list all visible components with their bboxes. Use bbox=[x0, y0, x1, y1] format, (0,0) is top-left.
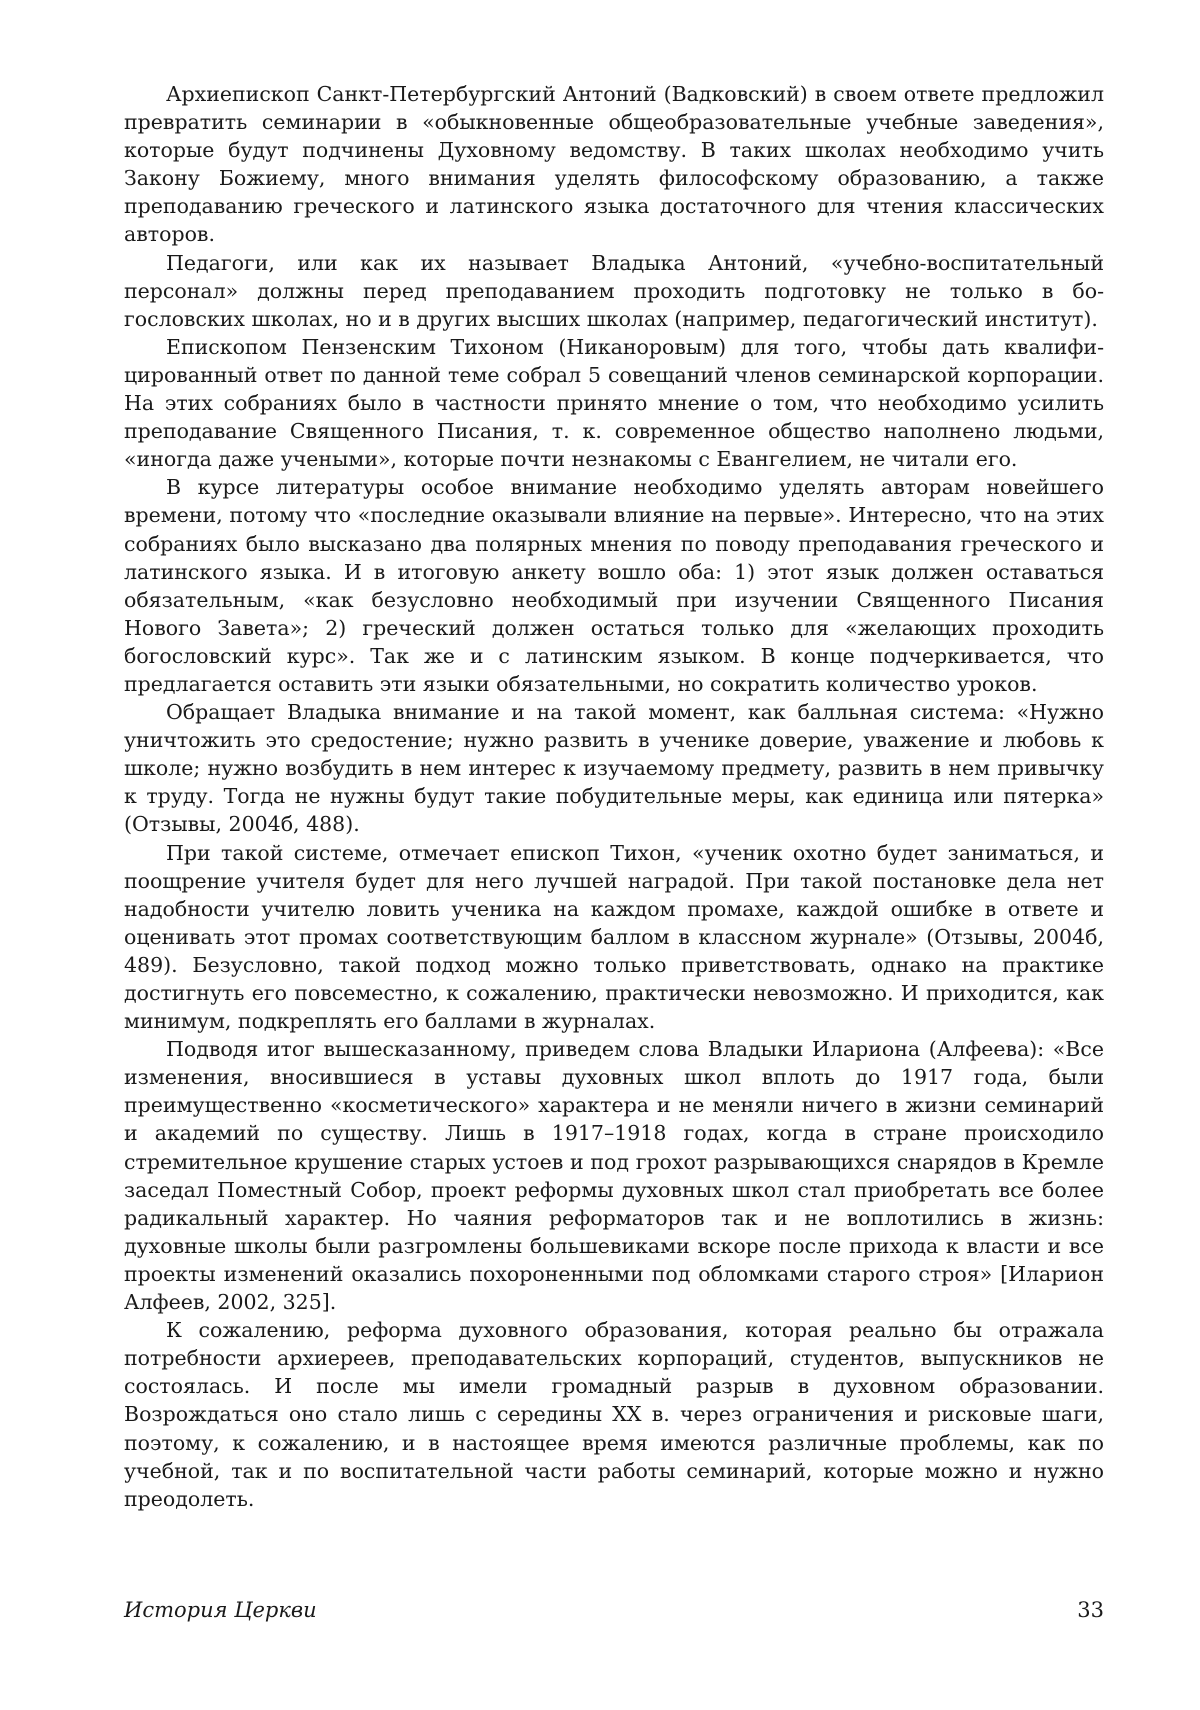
page-number: 33 bbox=[1077, 1598, 1104, 1622]
paragraph-1: Архиепископ Санкт-Петербургский Антоний (Вадковский) в своем ответе предложил превратить семинарии в «обыкновенные общеобразовательные учебные заведения», которые будут подчинены Духовному ведомству. В таких школах необходимо учить Закону Божиему, много внимания уделять философскому образованию, а также преподаванию греческого и латинского языка достаточного для чтения классических авторов. bbox=[124, 82, 1104, 247]
body-text bbox=[124, 80, 1104, 1513]
paragraph-2: Педагоги, или как их называет Владыка Антоний, «учебно-воспитательный персонал» должны перед преподаванием проходить подготовку не только в богословских школах, но и в других высших школах (например, педагогический институт). bbox=[124, 250, 1104, 331]
paragraph-5: Обращает Владыка внимание и на такой момент, как балльная система: «Нужно уничтожить это средостение; нужно развить в ученике доверие, уважение и любовь к школе; нужно возбудить в нем интерес к изучаемому предмету, развить в нем привычку к труду. Тогда не нужны будут такие побудительные меры, как единица или пятерка» (Отзывы, 2004б, 488). bbox=[124, 700, 1104, 837]
paragraph-3: Епископом Пензенским Тихоном (Никаноровым) для того, чтобы дать квалифицированный ответ по данной теме собрал 5 совещаний членов семинарской корпорации. На этих собраниях было в частности принято мнение о том, что необходимо усилить преподавание Священного Писания, т. к. современное общество наполнено людьми, «иногда даже учеными», которые почти незнакомы с Евангелием, не читали его. bbox=[124, 334, 1104, 472]
paragraph-6: При такой системе, отмечает епископ Тихон, «ученик охотно будет заниматься, и поощрение учителя будет для него лучшей наградой. При такой постановке дела нет надобности учителю ловить ученика на каждом промахе, каждой ошибке в ответе и оценивать этот промах соответствующим баллом в классном журнале» (Отзывы, 2004б, 489). Безусловно, такой подход можно только приветствовать, однако на практике достигнуть его повсеместно, к сожалению, практически невозможно. И приходится, как минимум, подкреплять его баллами в журналах. bbox=[124, 840, 1104, 1034]
journal-title: История Церкви bbox=[124, 1598, 317, 1622]
page-footer bbox=[124, 1598, 1104, 1632]
paragraph-7: Подводя итог вышесказанному, приведем слова Владыки Илариона (Алфеева): «Все изменения, вносившиеся в уставы духовных школ вплоть до 1917 года, были преимущественно «косметического» характера и не меняли ничего в жизни семинарий и академий по существу. Лишь в 1917–1918 годах, когда в стране происходило стремительное крушение старых устоев и под грохот разрывающихся снарядов в Кремле заседал Поместный Собор, проект реформы духовных школ стал приобретать все более радикальный характер. Но чаяния реформаторов так и не воплотились в жизнь: духовные школы были разгромлены большевиками вскоре после прихода к власти и все проекты изменений оказались похороненными под обломками старого строя» [Иларион Алфеев, 2002, 325]. bbox=[124, 1037, 1104, 1315]
paragraph-4: В курсе литературы особое внимание необходимо уделять авторам новейшего времени, потому что «последние оказывали влияние на первые». Интересно, что на этих собраниях было высказано два полярных мнения по поводу преподавания греческого и латинского языка. И в итоговую анкету вошло оба: 1) этот язык должен оставаться обязательным, «как безусловно необходимый при изучении Священного Писания Нового Завета»; 2) греческий должен остаться только для «желающих проходить богословский курс». Так же и с латинским языком. В конце подчеркивается, что предлагается оставить эти языки обязательными, но сократить количество уроков. bbox=[124, 475, 1104, 696]
document-page bbox=[124, 80, 1104, 1680]
paragraph-8: К сожалению, реформа духовного образования, которая реально бы отражала потребности архиереев, преподавательских корпораций, студентов, выпускников не состоялась. И после мы имели громадный разрыв в духовном образовании. Возрождаться оно стало лишь с середины XX в. через ограничения и рисковые шаги, поэтому, к сожалению, и в настоящее время имеются различные проблемы, как по учебной, так и по воспитательной части работы семинарий, которые можно и нужно преодолеть. bbox=[124, 1318, 1104, 1511]
